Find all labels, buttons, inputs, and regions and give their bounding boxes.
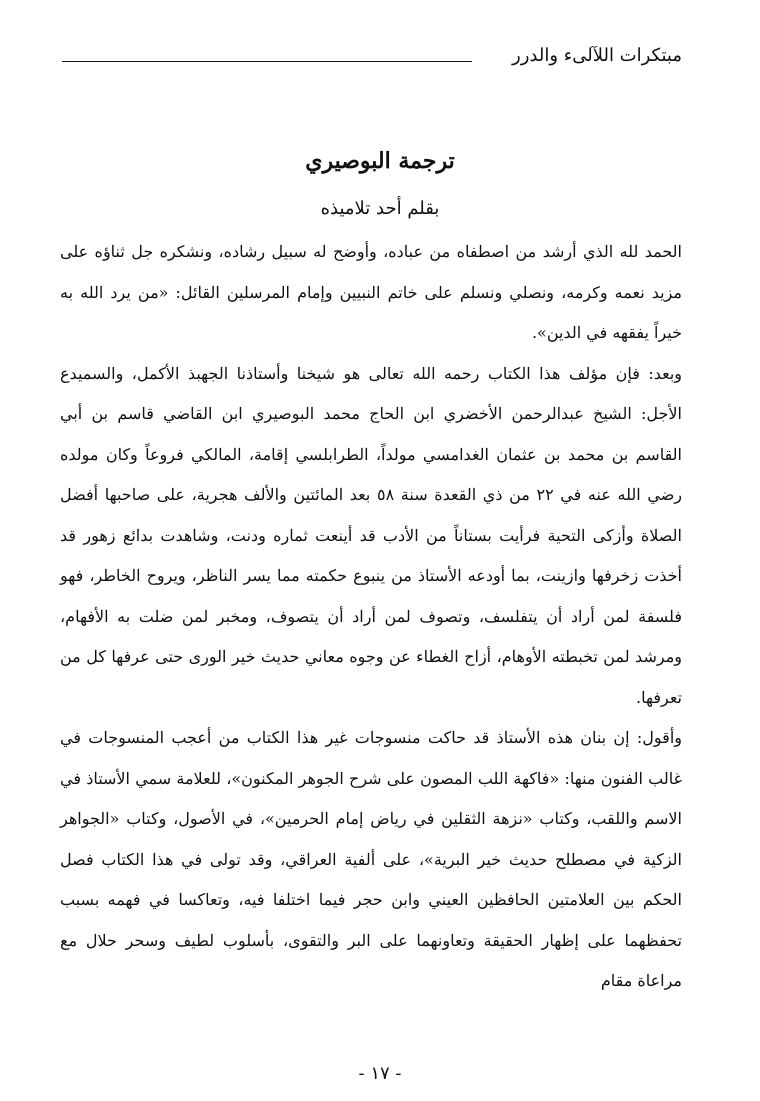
body-text	[60, 232, 682, 1002]
paragraph-opening: الحمد لله الذي أرشد من اصطفاه من عباده، وأوضح له سبيل رشاده، ونشكره جل ثناؤه على مزيد نعمه وكرمه، ونصلي ونسلم على خاتم النبيين وإمام المرسلين القائل: «من يرد الله به خيراً يفقهه في الدين».	[60, 242, 683, 342]
paragraph-biography: وبعد: فإن مؤلف هذا الكتاب رحمه الله تعالى هو شيخنا وأستاذنا الجهبذ الأكمل، والسميدع الأجل: الشيخ عبدالرحمن الأخضري ابن الحاج محمد البوصيري ابن القاضي قاسم بن أبي القاسم بن محمد بن عثمان الغدامسي مولداً، الطرابلسي إقامة، المالكي فروعاً وكان مولده رضي الله عنه في ٢٢ من ذي القعدة سنة ٥٨ بعد المائتين والألف هجرية، على صاحبها أفضل الصلاة وأزكى التحية فرأيت بستاناً من الأدب قد أينعت ثماره ودنت، وشاهدت بدائع زهور قد أخذت زخرفها وازينت، بما أودعه الأستاذ من ينبوع حكمته مما يسر الناظر، ويروح الخاطر، فهو فلسفة لمن أراد أن يتفلسف، وتصوف لمن أراد أن يتصوف، ومخبر لمن ضلت به الأفهام، ومرشد لمن تخبطته الأوهام، أزاح الغطاء عن وجوه معاني حديث خير الورى حتى عرفها كل من تعرفها.	[60, 363, 683, 707]
chapter-subtitle: بقلم أحد تلاميذه	[320, 198, 440, 219]
page-number: - ١٧ -	[358, 1063, 402, 1084]
chapter-title: ترجمة البوصيري	[305, 148, 455, 174]
header-rule	[62, 61, 472, 62]
running-header: مبتكرات اللآلىء والدرر	[512, 45, 682, 66]
paragraph-works: وأقول: إن بنان هذه الأستاذ قد حاكت منسوجات غير هذا الكتاب من أعجب المنسوجات في غالب الفنون منها: «فاكهة اللب المصون على شرح الجوهر المكنون»، للعلامة سمي الأستاذ في الاسم واللقب، وكتاب «نزهة الثقلين في رياض إمام الحرمين»، في الأصول، وكتاب «الجواهر الزكية في مصطلح حديث خير البرية»، على ألفية العراقي، وقد تولى في هذا الكتاب فصل الحكم بين العلامتين الحافظين العيني وابن حجر فيما اختلفا فيه، وتعاكسا في فهمه بسبب تحفظهما على إظهار الحقيقة وتعاونهما على البر والتقوى، بأسلوب لطيف وسحر حلال مع مراعاة مقام	[60, 728, 683, 990]
